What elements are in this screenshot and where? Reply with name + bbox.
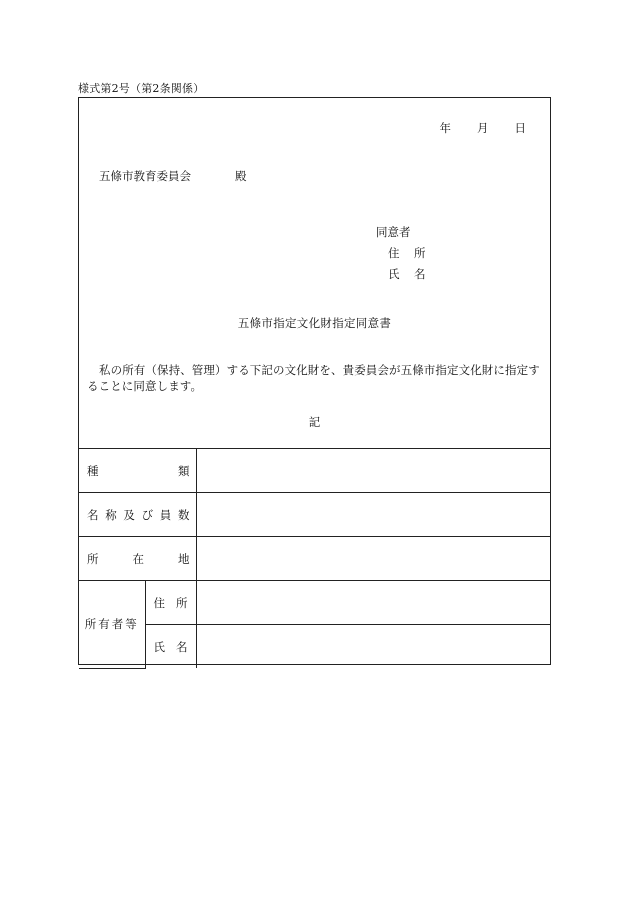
kind-label: 種 類	[79, 449, 196, 493]
table-row-location	[79, 537, 550, 581]
location-value-field[interactable]	[196, 537, 550, 581]
consenter-name-label: 氏 名	[388, 267, 426, 281]
owner-address-field[interactable]	[196, 581, 550, 625]
addressee-honorific: 殿	[235, 169, 247, 183]
table-row-owner-address	[79, 581, 550, 625]
addressee	[99, 168, 247, 184]
form-number-label: 様式第2号（第2条関係）	[78, 82, 205, 95]
location-label: 所 在 地	[79, 537, 196, 581]
table-row-name-count	[79, 493, 550, 537]
date-month: 月	[477, 121, 489, 135]
date-line	[440, 120, 527, 136]
name-count-label: 名 称 及 び 員 数	[79, 493, 196, 537]
owner-address-label: 住 所	[145, 581, 196, 625]
consenter-address-label: 住 所	[388, 246, 426, 260]
consent-form-frame	[78, 97, 551, 665]
table-row-kind	[79, 449, 550, 493]
date-year: 年	[439, 121, 451, 135]
consenter-block	[376, 222, 426, 285]
consent-statement: 私の所有（保持、管理）する下記の文化財を、貴委員会が五條市指定文化財に指定することに同意します。	[87, 363, 540, 393]
addressee-name: 五條市教育委員会	[99, 169, 191, 183]
consenter-title: 同意者	[376, 225, 411, 239]
date-day: 日	[514, 121, 526, 135]
table-row-owner-name	[79, 625, 550, 669]
owner-label: 所有者等	[79, 581, 145, 669]
name-count-value-field[interactable]	[196, 493, 550, 537]
document-title: 五條市指定文化財指定同意書	[237, 316, 392, 330]
cultural-property-table	[79, 448, 550, 669]
kind-value-field[interactable]	[196, 449, 550, 493]
owner-name-label: 氏 名	[145, 625, 196, 669]
form-header-section	[79, 98, 550, 448]
owner-name-field[interactable]	[196, 625, 550, 669]
ki-heading: 記	[308, 415, 321, 429]
